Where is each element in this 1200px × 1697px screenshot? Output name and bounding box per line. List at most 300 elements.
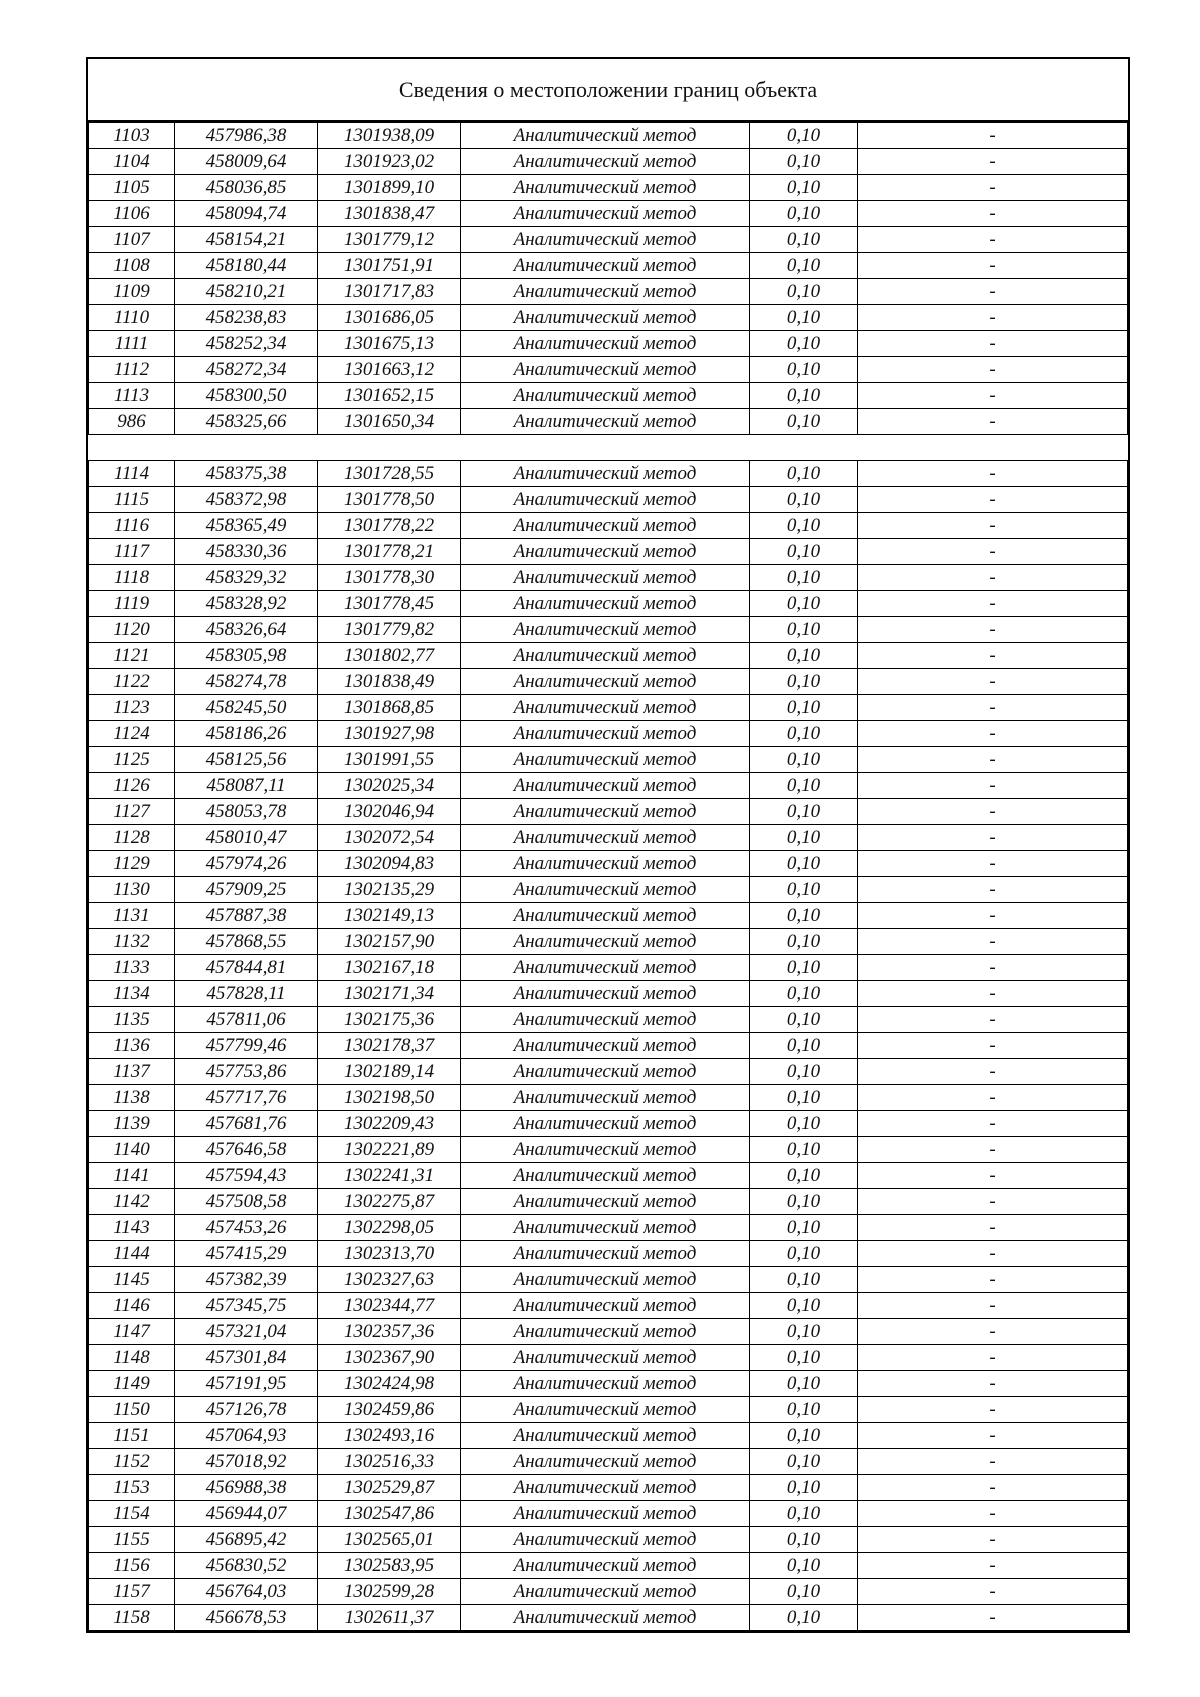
method-cell: Аналитический метод <box>461 279 750 305</box>
x-coordinate-cell: 458365,49 <box>175 513 318 539</box>
x-coordinate-cell: 457681,76 <box>175 1111 318 1137</box>
table-row <box>89 1423 1128 1449</box>
point-number-cell: 1104 <box>89 149 175 175</box>
y-coordinate-cell: 1302599,28 <box>318 1579 461 1605</box>
y-coordinate-cell: 1302547,86 <box>318 1501 461 1527</box>
method-cell: Аналитический метод <box>461 851 750 877</box>
precision-cell: 0,10 <box>750 1475 858 1501</box>
method-cell: Аналитический метод <box>461 1371 750 1397</box>
description-cell: - <box>858 1371 1128 1397</box>
x-coordinate-cell: 456895,42 <box>175 1527 318 1553</box>
x-coordinate-cell: 458094,74 <box>175 201 318 227</box>
x-coordinate-cell: 458300,50 <box>175 383 318 409</box>
table-row <box>89 721 1128 747</box>
x-coordinate-cell: 458154,21 <box>175 227 318 253</box>
x-coordinate-cell: 458272,34 <box>175 357 318 383</box>
description-cell: - <box>858 877 1128 903</box>
x-coordinate-cell: 458329,32 <box>175 565 318 591</box>
y-coordinate-cell: 1302424,98 <box>318 1371 461 1397</box>
x-coordinate-cell: 458245,50 <box>175 695 318 721</box>
x-coordinate-cell: 458252,34 <box>175 331 318 357</box>
method-cell: Аналитический метод <box>461 1501 750 1527</box>
method-cell: Аналитический метод <box>461 383 750 409</box>
description-cell: - <box>858 643 1128 669</box>
precision-cell: 0,10 <box>750 1267 858 1293</box>
method-cell: Аналитический метод <box>461 1605 750 1631</box>
point-number-cell: 1103 <box>89 123 175 149</box>
table-row <box>89 539 1128 565</box>
y-coordinate-cell: 1301779,82 <box>318 617 461 643</box>
method-cell: Аналитический метод <box>461 565 750 591</box>
x-coordinate-cell: 458274,78 <box>175 669 318 695</box>
precision-cell: 0,10 <box>750 1605 858 1631</box>
point-number-cell: 1111 <box>89 331 175 357</box>
precision-cell: 0,10 <box>750 1501 858 1527</box>
table-row <box>89 747 1128 773</box>
precision-cell: 0,10 <box>750 825 858 851</box>
x-coordinate-cell: 457453,26 <box>175 1215 318 1241</box>
description-cell: - <box>858 1345 1128 1371</box>
description-cell: - <box>858 955 1128 981</box>
description-cell: - <box>858 175 1128 201</box>
description-cell: - <box>858 409 1128 435</box>
precision-cell: 0,10 <box>750 617 858 643</box>
point-number-cell: 1133 <box>89 955 175 981</box>
method-cell: Аналитический метод <box>461 929 750 955</box>
method-cell: Аналитический метод <box>461 331 750 357</box>
method-cell: Аналитический метод <box>461 1085 750 1111</box>
method-cell: Аналитический метод <box>461 409 750 435</box>
table-row <box>89 1189 1128 1215</box>
table-row <box>89 617 1128 643</box>
table-row <box>89 1241 1128 1267</box>
point-number-cell: 1117 <box>89 539 175 565</box>
precision-cell: 0,10 <box>750 175 858 201</box>
x-coordinate-cell: 458328,92 <box>175 591 318 617</box>
y-coordinate-cell: 1302493,16 <box>318 1423 461 1449</box>
precision-cell: 0,10 <box>750 1007 858 1033</box>
table-row <box>89 461 1128 487</box>
y-coordinate-cell: 1301751,91 <box>318 253 461 279</box>
x-coordinate-cell: 456830,52 <box>175 1553 318 1579</box>
method-cell: Аналитический метод <box>461 1163 750 1189</box>
table-row <box>89 1501 1128 1527</box>
y-coordinate-cell: 1301899,10 <box>318 175 461 201</box>
description-cell: - <box>858 1501 1128 1527</box>
description-cell: - <box>858 1449 1128 1475</box>
x-coordinate-cell: 458053,78 <box>175 799 318 825</box>
table-row <box>89 357 1128 383</box>
x-coordinate-cell: 458238,83 <box>175 305 318 331</box>
description-cell: - <box>858 487 1128 513</box>
method-cell: Аналитический метод <box>461 1319 750 1345</box>
x-coordinate-cell: 457508,58 <box>175 1189 318 1215</box>
y-coordinate-cell: 1301650,34 <box>318 409 461 435</box>
y-coordinate-cell: 1302241,31 <box>318 1163 461 1189</box>
x-coordinate-cell: 456678,53 <box>175 1605 318 1631</box>
description-cell: - <box>858 539 1128 565</box>
description-cell: - <box>858 617 1128 643</box>
x-coordinate-cell: 457382,39 <box>175 1267 318 1293</box>
description-cell: - <box>858 1085 1128 1111</box>
precision-cell: 0,10 <box>750 1033 858 1059</box>
description-cell: - <box>858 331 1128 357</box>
precision-cell: 0,10 <box>750 1397 858 1423</box>
point-number-cell: 1137 <box>89 1059 175 1085</box>
precision-cell: 0,10 <box>750 929 858 955</box>
point-number-cell: 1138 <box>89 1085 175 1111</box>
method-cell: Аналитический метод <box>461 487 750 513</box>
table-row <box>89 383 1128 409</box>
point-number-cell: 1105 <box>89 175 175 201</box>
y-coordinate-cell: 1301927,98 <box>318 721 461 747</box>
point-number-cell: 1113 <box>89 383 175 409</box>
x-coordinate-cell: 457909,25 <box>175 877 318 903</box>
point-number-cell: 1135 <box>89 1007 175 1033</box>
y-coordinate-cell: 1301938,09 <box>318 123 461 149</box>
table-row <box>89 1579 1128 1605</box>
method-cell: Аналитический метод <box>461 981 750 1007</box>
point-number-cell: 1142 <box>89 1189 175 1215</box>
table-row <box>89 565 1128 591</box>
point-number-cell: 1150 <box>89 1397 175 1423</box>
y-coordinate-cell: 1302189,14 <box>318 1059 461 1085</box>
x-coordinate-cell: 457868,55 <box>175 929 318 955</box>
x-coordinate-cell: 456764,03 <box>175 1579 318 1605</box>
method-cell: Аналитический метод <box>461 305 750 331</box>
x-coordinate-cell: 457321,04 <box>175 1319 318 1345</box>
y-coordinate-cell: 1302046,94 <box>318 799 461 825</box>
point-number-cell: 1121 <box>89 643 175 669</box>
method-cell: Аналитический метод <box>461 1579 750 1605</box>
precision-cell: 0,10 <box>750 201 858 227</box>
method-cell: Аналитический метод <box>461 1007 750 1033</box>
y-coordinate-cell: 1302298,05 <box>318 1215 461 1241</box>
method-cell: Аналитический метод <box>461 955 750 981</box>
description-cell: - <box>858 383 1128 409</box>
method-cell: Аналитический метод <box>461 201 750 227</box>
table-row <box>89 175 1128 201</box>
method-cell: Аналитический метод <box>461 539 750 565</box>
y-coordinate-cell: 1302025,34 <box>318 773 461 799</box>
precision-cell: 0,10 <box>750 799 858 825</box>
y-coordinate-cell: 1301717,83 <box>318 279 461 305</box>
precision-cell: 0,10 <box>750 305 858 331</box>
method-cell: Аналитический метод <box>461 461 750 487</box>
description-cell: - <box>858 1189 1128 1215</box>
y-coordinate-cell: 1302178,37 <box>318 1033 461 1059</box>
x-coordinate-cell: 456988,38 <box>175 1475 318 1501</box>
x-coordinate-cell: 457415,29 <box>175 1241 318 1267</box>
precision-cell: 0,10 <box>750 461 858 487</box>
precision-cell: 0,10 <box>750 1241 858 1267</box>
precision-cell: 0,10 <box>750 1371 858 1397</box>
y-coordinate-cell: 1302313,70 <box>318 1241 461 1267</box>
y-coordinate-cell: 1302357,36 <box>318 1319 461 1345</box>
point-number-cell: 986 <box>89 409 175 435</box>
method-cell: Аналитический метод <box>461 1397 750 1423</box>
x-coordinate-cell: 457844,81 <box>175 955 318 981</box>
x-coordinate-cell: 457717,76 <box>175 1085 318 1111</box>
description-cell: - <box>858 695 1128 721</box>
method-cell: Аналитический метод <box>461 799 750 825</box>
precision-cell: 0,10 <box>750 721 858 747</box>
description-cell: - <box>858 773 1128 799</box>
table-row <box>89 279 1128 305</box>
point-number-cell: 1126 <box>89 773 175 799</box>
table-row <box>89 1033 1128 1059</box>
description-cell: - <box>858 981 1128 1007</box>
table-row <box>89 201 1128 227</box>
coordinates-table <box>88 122 1128 1631</box>
precision-cell: 0,10 <box>750 487 858 513</box>
description-cell: - <box>858 1553 1128 1579</box>
description-cell: - <box>858 1527 1128 1553</box>
table-row <box>89 1267 1128 1293</box>
y-coordinate-cell: 1301778,50 <box>318 487 461 513</box>
description-cell: - <box>858 149 1128 175</box>
precision-cell: 0,10 <box>750 1085 858 1111</box>
point-number-cell: 1130 <box>89 877 175 903</box>
point-number-cell: 1110 <box>89 305 175 331</box>
y-coordinate-cell: 1302171,34 <box>318 981 461 1007</box>
y-coordinate-cell: 1302198,50 <box>318 1085 461 1111</box>
point-number-cell: 1128 <box>89 825 175 851</box>
x-coordinate-cell: 458036,85 <box>175 175 318 201</box>
x-coordinate-cell: 457126,78 <box>175 1397 318 1423</box>
method-cell: Аналитический метод <box>461 1293 750 1319</box>
point-number-cell: 1123 <box>89 695 175 721</box>
document-title: Сведения о местоположении границ объекта <box>88 59 1128 122</box>
y-coordinate-cell: 1302459,86 <box>318 1397 461 1423</box>
description-cell: - <box>858 1111 1128 1137</box>
point-number-cell: 1145 <box>89 1267 175 1293</box>
method-cell: Аналитический метод <box>461 1215 750 1241</box>
description-cell: - <box>858 721 1128 747</box>
y-coordinate-cell: 1301652,15 <box>318 383 461 409</box>
method-cell: Аналитический метод <box>461 1267 750 1293</box>
table-row <box>89 1475 1128 1501</box>
group-separator <box>89 435 1128 461</box>
table-row <box>89 1007 1128 1033</box>
y-coordinate-cell: 1301675,13 <box>318 331 461 357</box>
x-coordinate-cell: 458372,98 <box>175 487 318 513</box>
point-number-cell: 1154 <box>89 1501 175 1527</box>
table-row <box>89 929 1128 955</box>
y-coordinate-cell: 1301778,45 <box>318 591 461 617</box>
point-number-cell: 1157 <box>89 1579 175 1605</box>
method-cell: Аналитический метод <box>461 1449 750 1475</box>
table-row <box>89 1215 1128 1241</box>
table-row <box>89 1059 1128 1085</box>
x-coordinate-cell: 457974,26 <box>175 851 318 877</box>
y-coordinate-cell: 1302565,01 <box>318 1527 461 1553</box>
precision-cell: 0,10 <box>750 1137 858 1163</box>
group-separator-cell <box>89 435 1128 461</box>
x-coordinate-cell: 457064,93 <box>175 1423 318 1449</box>
method-cell: Аналитический метод <box>461 747 750 773</box>
y-coordinate-cell: 1302516,33 <box>318 1449 461 1475</box>
point-number-cell: 1115 <box>89 487 175 513</box>
description-cell: - <box>858 903 1128 929</box>
description-cell: - <box>858 1475 1128 1501</box>
method-cell: Аналитический метод <box>461 903 750 929</box>
method-cell: Аналитический метод <box>461 1527 750 1553</box>
table-row <box>89 825 1128 851</box>
point-number-cell: 1106 <box>89 201 175 227</box>
table-row <box>89 1111 1128 1137</box>
method-cell: Аналитический метод <box>461 175 750 201</box>
method-cell: Аналитический метод <box>461 825 750 851</box>
x-coordinate-cell: 457828,11 <box>175 981 318 1007</box>
precision-cell: 0,10 <box>750 591 858 617</box>
table-row <box>89 513 1128 539</box>
point-number-cell: 1144 <box>89 1241 175 1267</box>
description-cell: - <box>858 747 1128 773</box>
x-coordinate-cell: 458125,56 <box>175 747 318 773</box>
method-cell: Аналитический метод <box>461 1059 750 1085</box>
description-cell: - <box>858 669 1128 695</box>
y-coordinate-cell: 1302275,87 <box>318 1189 461 1215</box>
precision-cell: 0,10 <box>750 1579 858 1605</box>
point-number-cell: 1114 <box>89 461 175 487</box>
x-coordinate-cell: 458087,11 <box>175 773 318 799</box>
method-cell: Аналитический метод <box>461 1553 750 1579</box>
x-coordinate-cell: 458375,38 <box>175 461 318 487</box>
description-cell: - <box>858 591 1128 617</box>
point-number-cell: 1143 <box>89 1215 175 1241</box>
table-row <box>89 851 1128 877</box>
description-cell: - <box>858 253 1128 279</box>
description-cell: - <box>858 1007 1128 1033</box>
table-row <box>89 1449 1128 1475</box>
point-number-cell: 1119 <box>89 591 175 617</box>
y-coordinate-cell: 1301728,55 <box>318 461 461 487</box>
method-cell: Аналитический метод <box>461 357 750 383</box>
description-cell: - <box>858 1397 1128 1423</box>
method-cell: Аналитический метод <box>461 123 750 149</box>
y-coordinate-cell: 1302367,90 <box>318 1345 461 1371</box>
precision-cell: 0,10 <box>750 695 858 721</box>
precision-cell: 0,10 <box>750 565 858 591</box>
method-cell: Аналитический метод <box>461 513 750 539</box>
x-coordinate-cell: 458305,98 <box>175 643 318 669</box>
precision-cell: 0,10 <box>750 331 858 357</box>
table-row <box>89 591 1128 617</box>
y-coordinate-cell: 1301686,05 <box>318 305 461 331</box>
table-row <box>89 1527 1128 1553</box>
precision-cell: 0,10 <box>750 123 858 149</box>
method-cell: Аналитический метод <box>461 877 750 903</box>
precision-cell: 0,10 <box>750 1527 858 1553</box>
table-row <box>89 981 1128 1007</box>
precision-cell: 0,10 <box>750 253 858 279</box>
point-number-cell: 1118 <box>89 565 175 591</box>
y-coordinate-cell: 1302175,36 <box>318 1007 461 1033</box>
point-number-cell: 1127 <box>89 799 175 825</box>
precision-cell: 0,10 <box>750 877 858 903</box>
method-cell: Аналитический метод <box>461 1423 750 1449</box>
table-row <box>89 1085 1128 1111</box>
point-number-cell: 1140 <box>89 1137 175 1163</box>
table-row <box>89 669 1128 695</box>
x-coordinate-cell: 458326,64 <box>175 617 318 643</box>
precision-cell: 0,10 <box>750 1449 858 1475</box>
precision-cell: 0,10 <box>750 1319 858 1345</box>
point-number-cell: 1131 <box>89 903 175 929</box>
x-coordinate-cell: 457799,46 <box>175 1033 318 1059</box>
description-cell: - <box>858 123 1128 149</box>
description-cell: - <box>858 565 1128 591</box>
table-row <box>89 1397 1128 1423</box>
y-coordinate-cell: 1302135,29 <box>318 877 461 903</box>
precision-cell: 0,10 <box>750 513 858 539</box>
x-coordinate-cell: 457191,95 <box>175 1371 318 1397</box>
method-cell: Аналитический метод <box>461 1111 750 1137</box>
precision-cell: 0,10 <box>750 1059 858 1085</box>
x-coordinate-cell: 457018,92 <box>175 1449 318 1475</box>
precision-cell: 0,10 <box>750 955 858 981</box>
method-cell: Аналитический метод <box>461 721 750 747</box>
y-coordinate-cell: 1301991,55 <box>318 747 461 773</box>
precision-cell: 0,10 <box>750 1215 858 1241</box>
table-row <box>89 305 1128 331</box>
x-coordinate-cell: 457594,43 <box>175 1163 318 1189</box>
table-row <box>89 955 1128 981</box>
x-coordinate-cell: 458009,64 <box>175 149 318 175</box>
table-row <box>89 331 1128 357</box>
coordinates-table-body <box>89 123 1128 1631</box>
x-coordinate-cell: 458330,36 <box>175 539 318 565</box>
precision-cell: 0,10 <box>750 357 858 383</box>
table-row <box>89 487 1128 513</box>
point-number-cell: 1124 <box>89 721 175 747</box>
precision-cell: 0,10 <box>750 1553 858 1579</box>
boundary-coordinates-document <box>86 57 1130 1633</box>
x-coordinate-cell: 458186,26 <box>175 721 318 747</box>
y-coordinate-cell: 1302221,89 <box>318 1137 461 1163</box>
y-coordinate-cell: 1302529,87 <box>318 1475 461 1501</box>
x-coordinate-cell: 457811,06 <box>175 1007 318 1033</box>
description-cell: - <box>858 227 1128 253</box>
precision-cell: 0,10 <box>750 149 858 175</box>
precision-cell: 0,10 <box>750 1345 858 1371</box>
description-cell: - <box>858 1319 1128 1345</box>
method-cell: Аналитический метод <box>461 1475 750 1501</box>
table-row <box>89 1553 1128 1579</box>
method-cell: Аналитический метод <box>461 253 750 279</box>
y-coordinate-cell: 1301778,22 <box>318 513 461 539</box>
precision-cell: 0,10 <box>750 669 858 695</box>
point-number-cell: 1151 <box>89 1423 175 1449</box>
precision-cell: 0,10 <box>750 1163 858 1189</box>
description-cell: - <box>858 1059 1128 1085</box>
precision-cell: 0,10 <box>750 643 858 669</box>
point-number-cell: 1134 <box>89 981 175 1007</box>
description-cell: - <box>858 305 1128 331</box>
y-coordinate-cell: 1301868,85 <box>318 695 461 721</box>
point-number-cell: 1136 <box>89 1033 175 1059</box>
x-coordinate-cell: 457646,58 <box>175 1137 318 1163</box>
method-cell: Аналитический метод <box>461 669 750 695</box>
table-row <box>89 903 1128 929</box>
y-coordinate-cell: 1302094,83 <box>318 851 461 877</box>
method-cell: Аналитический метод <box>461 149 750 175</box>
description-cell: - <box>858 201 1128 227</box>
description-cell: - <box>858 461 1128 487</box>
x-coordinate-cell: 457753,86 <box>175 1059 318 1085</box>
description-cell: - <box>858 357 1128 383</box>
